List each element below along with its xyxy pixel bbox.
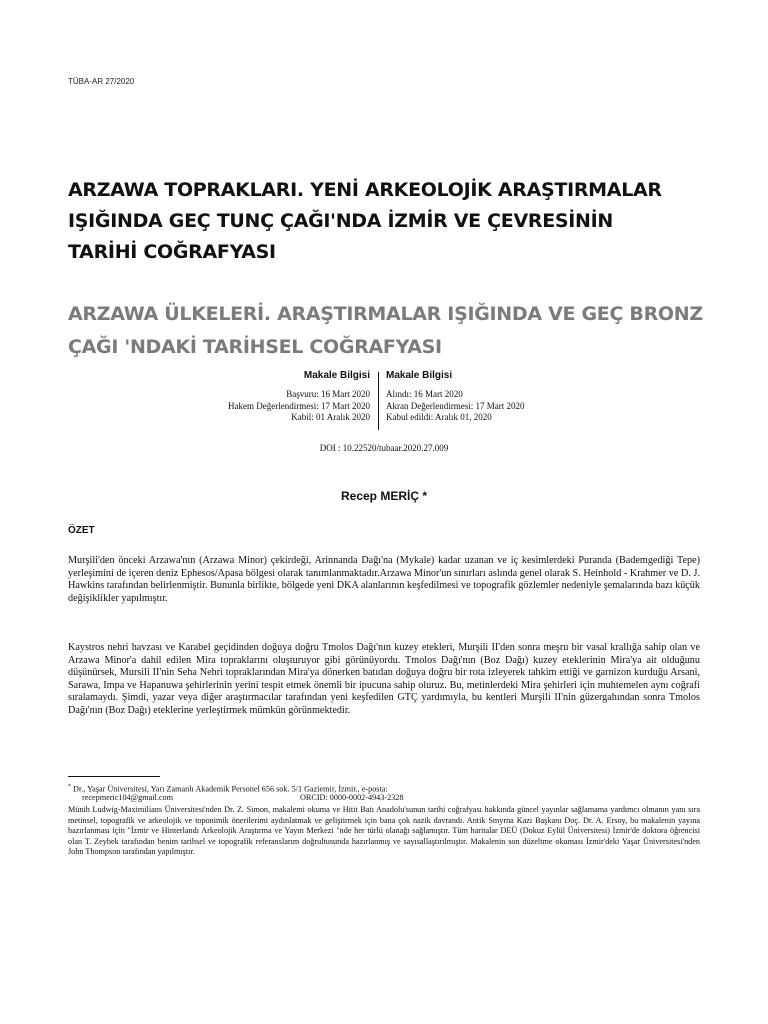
article-info-left-reviewed: Hakem Değerlendirmesi: 17 Mart 2020 bbox=[228, 400, 370, 411]
article-info-left bbox=[170, 370, 370, 430]
footnote-orcid: ORCID: 0000-0002-4943-2328 bbox=[300, 793, 404, 802]
title-secondary: ARZAWA ÜLKELERİ. ARAŞTIRMALAR IŞIĞINDA VE GEÇ BRONZ ÇAĞI 'NDAKİ TARİHSEL COĞRAFYASI bbox=[68, 303, 703, 358]
abstract-paragraph-2: Kaystros nehri havzası ve Karabel geçidinden doğuya doğru Tmolos Dağı'nın kuzey etekleri, Murşili II'den sonra meşru bir vasal krallığa sahip olan ve Arzawa Minor'a dahil edilen Mira topraklarını oluşturuyor gibi görünüyordu. Tmolos Dağı'nın (Boz Dağı) kuzey eteklerinin Mira'ya ait olduğunu düşünürsek, Mursili II'nin Seha Nehri topraklarından Mira'ya dönerken batıdan doğuya doğru bir rota izleyerek tahkim ettiği ve garnizon kurduğu Arsani, Sarawa, Impa ve Hapanuwa şehirlerinin yerini tespit etmek önemli bir ipucuna sahip oluruz. Bu, metinlerdeki Mira şehirleri için muhtemelen aynı coğrafi sıralamaydı. Şimdi, yazar veya diğer araştırmacılar tarafından yeni keşfedilen GTÇ yardımıyla, bu kentleri Murşili II'nin güzergahından sonra Tmolos Dağı'nın (Boz Dağı) eteklerine yerleştirmek mümkün görünmektedir. bbox=[68, 642, 700, 716]
footnote-acknowledgement: Münih Ludwig-Maximilians Üniversitesi'nden Dr. Z. Simon, makalemi okuma ve Hitit Batı Anadolu'sunun tarihi coğrafyası hakkında güncel yayınlar sağlamama yardımcı olmanın yanı sıra metinsel, topografik ve arkeolojik ve toponimik önerilerimi aydınlatmak ve geliştirmek için bana çok nazik davrandı. Antik Smyrna Kazı Başkanı Doç. Dr. A. Ersoy, bu makalenin yayına hazırlanması için "İzmir ve Hinterlandı Arkeolojik Araştırma ve Yayın Merkezi "nde her türlü olanağı sağlamıştır. Tüm haritalar DEÜ (Dokuz Eylül Üniversitesi) İzmir'de doktora öğrencisi olan T. Zeybek tarafından benim tarihsel ve topografik referanslarım doğrultusunda hazırlanmış ve sayısallaştırılmıştır. Makalenin son düzeltme okuması İzmir'deki Yaşar Üniversitesi'nden John Thompson tarafından yapılmıştır. bbox=[68, 805, 700, 857]
article-info-right-received: Alındı: 16 Mart 2020 bbox=[386, 389, 463, 399]
footnote-email: recepmeric104@gmail.com bbox=[82, 793, 173, 802]
article-info-right bbox=[386, 370, 586, 430]
article-info-right-accepted: Kabul edildi: Aralık 01, 2020 bbox=[386, 412, 492, 422]
abstract-heading: ÖZET bbox=[68, 525, 95, 536]
article-info-divider bbox=[378, 372, 379, 430]
article-info-right-heading: Makale Bilgisi bbox=[386, 370, 453, 381]
footnote-affiliation-text: Dr., Yaşar Üniversitesi, Yarı Zamanlı Akademik Personel 656 sok. 5/1 Gaziemir, İzmir., e-posta: bbox=[73, 784, 388, 794]
article-info-left-received: Başvuru: 16 Mart 2020 bbox=[286, 389, 370, 399]
article-info-left-accepted: Kabil: 01 Aralık 2020 bbox=[291, 412, 370, 422]
title-turkish: ARZAWA TOPRAKLARI. YENİ ARKEOLOJİK ARAŞTIRMALAR IŞIĞINDA GEÇ TUNÇ ÇAĞI'NDA İZMİR VE ÇEVRESİNİN TARİHİ COĞRAFYASI bbox=[68, 179, 662, 263]
footnote-rule bbox=[68, 776, 160, 777]
doi-line: DOI : 10.22520/tubaar.2020.27.009 bbox=[319, 443, 449, 453]
footnote-marker: * bbox=[68, 784, 71, 790]
article-info-right-reviewed: Akran Değerlendirmesi: 17 Mart 2020 bbox=[386, 400, 525, 411]
journal-code: TÜBA-AR 27/2020 bbox=[68, 77, 135, 86]
author-name: Recep MERİÇ * bbox=[340, 489, 428, 503]
article-info-left-heading: Makale Bilgisi bbox=[303, 370, 370, 381]
abstract-paragraph-1: Murşili'den önceki Arzawa'nın (Arzawa Minor) çekirdeği, Arinnanda Dağı'na (Mykale) kadar uzanan ve iç kesimlerdeki Puranda (Bademgediği Tepe) yerleşimini de içeren deniz Ephesos/Apasa bölgesi olarak tanımlanmaktadır.Arzawa Minor'un sınırları aslında genel olarak S. Heinhold - Krahmer ve D. J. Hawkins tarafından belirlenmiştir. Bununla birlikte, bölgede yeni DKA alanlarının keşfedilmesi ve topografik gözlemler nedeniyle şemalarında bazı küçük değişiklikler yapılmıştır. bbox=[68, 555, 700, 604]
